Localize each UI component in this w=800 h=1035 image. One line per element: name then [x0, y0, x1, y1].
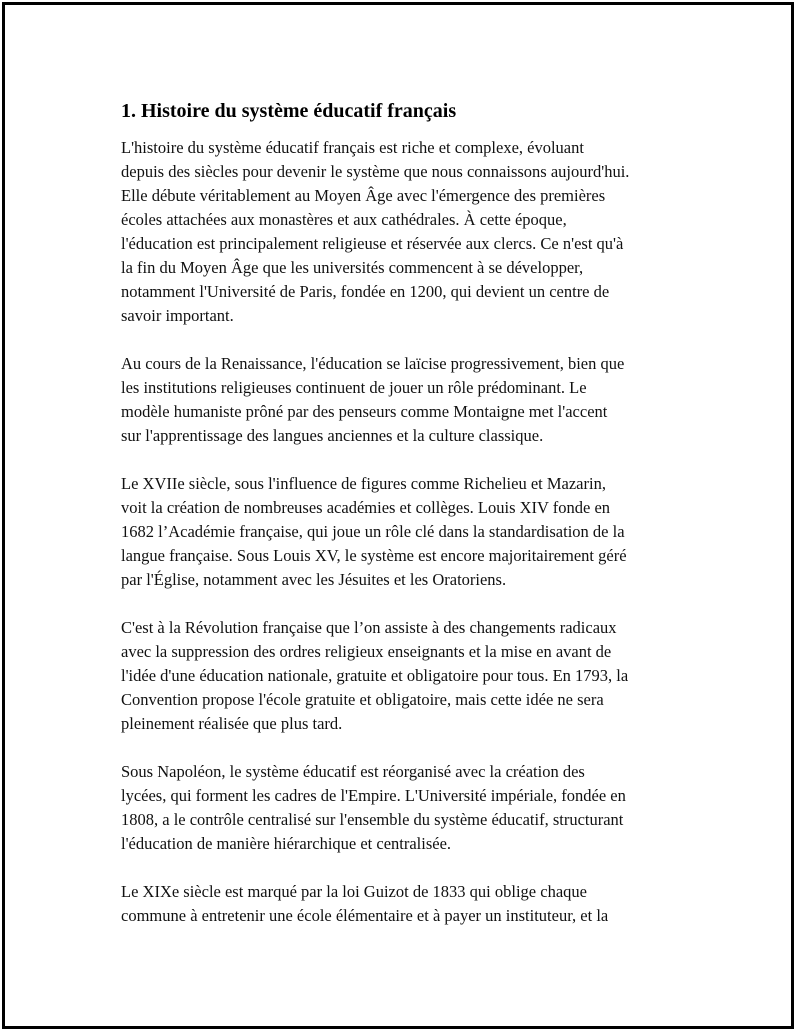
paragraph-middle-ages: L'histoire du système éducatif français est riche et complexe, évoluant depuis des siècles pour devenir le système que nous connaissons aujourd'hui. Elle débute véritablement au Moyen Âge avec l'émergence des premières écoles attachées aux monastères et aux cathédrales. À cette époque, l'éducation est principalement religieuse et réservée aux clercs. Ce n'est qu'à la fin du Moyen Âge que les universités commencent à se développer, notamment l'Université de Paris, fondée en 1200, qui devient un centre de savoir important. — [121, 138, 630, 325]
document-body — [121, 97, 699, 928]
section-title: 1. Histoire du système éducatif français — [121, 100, 457, 122]
paragraph-renaissance: Au cours de la Renaissance, l'éducation se laïcise progressivement, bien que les institutions religieuses continuent de jouer un rôle prédominant. Le modèle humaniste prôné par des penseurs comme Montaigne met l'accent sur l'apprentissage des langues anciennes et la culture classique. — [121, 354, 625, 445]
paragraph-revolution: C'est à la Révolution française que l’on assiste à des changements radicaux avec la suppression des ordres religieux enseignants et la mise en avant de l'idée d'une éducation nationale, gratuite et obligatoire pour tous. En 1793, la Convention propose l'école gratuite et obligatoire, mais cette idée ne sera pleinement réalisée que plus tard. — [121, 618, 629, 733]
page-frame — [2, 2, 794, 1029]
paragraph-seventeenth-century: Le XVIIe siècle, sous l'influence de figures comme Richelieu et Mazarin, voit la création de nombreuses académies et collèges. Louis XIV fonde en 1682 l’Académie française, qui joue un rôle clé dans la standardisation de la langue française. Sous Louis XV, le système est encore majoritairement géré par l'Église, notamment avec les Jésuites et les Oratoriens. — [121, 474, 627, 589]
paragraph-nineteenth-century: Le XIXe siècle est marqué par la loi Guizot de 1833 qui oblige chaque commune à entretenir une école élémentaire et à payer un instituteur, et la — [121, 882, 609, 925]
paragraph-napoleon: Sous Napoléon, le système éducatif est réorganisé avec la création des lycées, qui forment les cadres de l'Empire. L'Université impériale, fondée en 1808, a le contrôle centralisé sur l'ensemble du système éducatif, structurant l'éducation de manière hiérarchique et centralisée. — [121, 762, 626, 853]
